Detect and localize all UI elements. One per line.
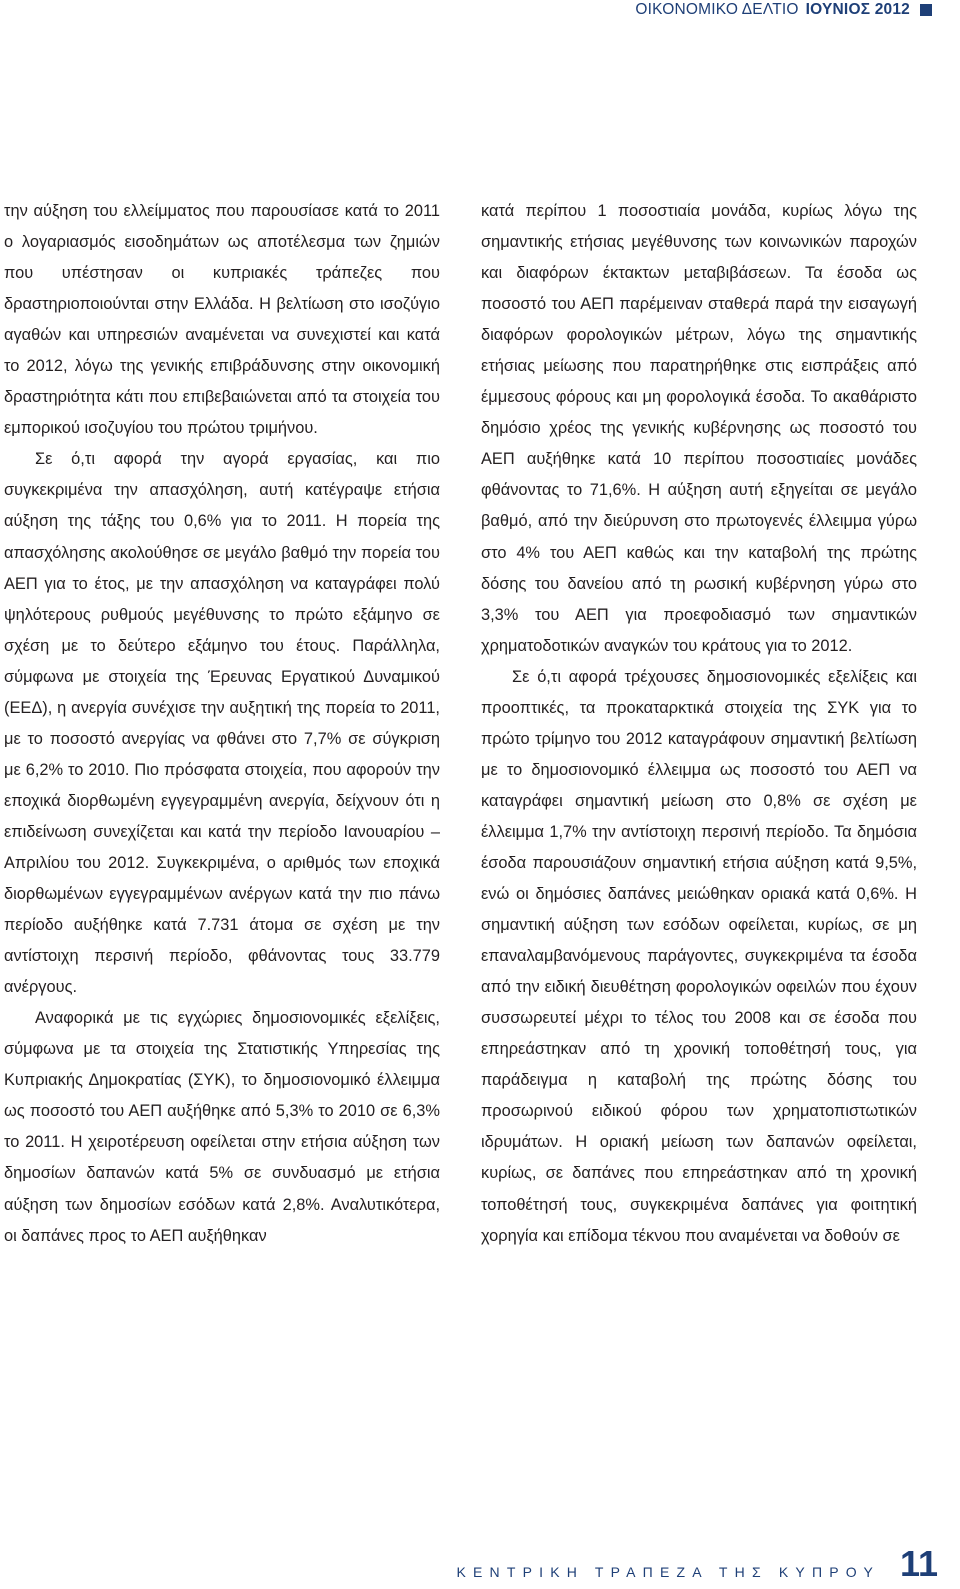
header-square-icon (920, 4, 932, 16)
footer-publisher: ΚΕΝΤΡΙΚΗ ΤΡΑΠΕΖΑ ΤΗΣ ΚΥΠΡΟΥ (456, 1564, 880, 1580)
right-column (481, 196, 917, 1252)
paragraph: Σε ό,τι αφορά την αγορά εργασίας, και πιο συγκεκριμένα την απασχόληση, αυτή κατέγραψε ετήσια αύξηση της τάξης του 0,6% για το 2011. Η πορεία της απασχόλησης ακολούθησε σε μεγάλο βαθμό την πορεία του ΑΕΠ για το έτος, με την απασχόληση να καταγράφει πολύ ψηλότερους ρυθμούς μεγέθυνσης το πρώτο εξάμηνο σε σχέση με το δεύτερο εξάμηνο του έτους. Παράλληλα, σύμφωνα με στοιχεία της Έρευνας Εργατικού Δυναμικού (ΕΕΔ), η ανεργία συνέχισε την αυξητική της πορεία το 2011, με το ποσοστό ανεργίας να φθάνει στο 7,7% σε σύγκριση με 6,2% το 2010. Πιο πρόσφατα στοιχεία, που αφορούν την εποχικά διορθωμένη εγγεγραμμένη ανεργία, δείχνουν ότι η επιδείνωση συνεχίζεται και κατά την περίοδο Ιανουαρίου – Απριλίου του 2012. Συγκεκριμένα, ο αριθμός των εποχικά διορθωμένων εγγεγραμμένων ανέργων κατά την πιο πάνω περίοδο αυξήθηκε κατά 7.731 άτομα σε σχέση με την αντίστοιχη περσινή περίοδο, φθάνοντας τους 33.779 ανέργους. (4, 450, 440, 997)
paragraph: Σε ό,τι αφορά τρέχουσες δημοσιονομικές εξελίξεις και προοπτικές, τα προκαταρκτικά στοιχεία της ΣΥΚ για το πρώτο τρίμηνο του 2012 καταγράφουν σημαντική βελτίωση με το δημοσιονομικό έλλειμμα ως ποσοστό του ΑΕΠ να καταγράφει σημαντική μείωση στο 0,8% σε σχέση με έλλειμμα 1,7% την αντίστοιχη περσινή περίοδο. Τα δημόσια έσοδα παρουσιάζουν σημαντική ετήσια αύξηση κατά 9,5%, ενώ οι δημόσιες δαπάνες μειώθηκαν οριακά κατά 0,6%. Η σημαντική αύξηση των εσόδων οφείλεται, κυρίως, σε μη επαναλαμβανόμενους παράγοντες, συγκεκριμένα τα έσοδα από την ειδική διευθέτηση φορολογικών οφειλών που έχουν συσσωρευτεί μέχρι το τέλος του 2008 και σε έσοδα που επηρεάστηκαν από τη χρονική τοποθέτησή τους, για παράδειγμα η καταβολή της πρώτης δόσης του προσωρινού ειδικού φόρου των χρηματοπιστωτικών ιδρυμάτων. Η οριακή μείωση των δαπανών οφείλεται, κυρίως, σε δαπάνες που επηρεάστηκαν από τη χρονική τοποθέτησή τους, συγκεκριμένα δαπάνες για φοιτητική χορηγία και επίδομα τέκνου που αναμένεται να δοθούν σε (481, 667, 917, 1245)
header-issue-date: ΙΟΥΝΙΟΣ 2012 (805, 1, 910, 18)
paragraph: την αύξηση του ελλείμματος που παρουσίασε κατά το 2011 ο λογαριασμός εισοδημάτων ως αποτέλεσμα των ζημιών που υπέστησαν οι κυπριακές τράπεζες που δραστηριοποιούνται στην Ελλάδα. Η βελτίωση στο ισοζύγιο αγαθών και υπηρεσιών αναμένεται να συνεχιστεί και κατά το 2012, λόγω της γενικής επιβράδυνσης στην οικονομική δραστηριότητα κάτι που επιβεβαιώνεται από τα στοιχεία του εμπορικού ισοζυγίου του πρώτου τριμήνου. (4, 202, 440, 438)
running-header (635, 0, 932, 20)
paragraph: Αναφορικά με τις εγχώριες δημοσιονομικές εξελίξεις, σύμφωνα με τα στοιχεία της Στατιστικής Υπηρεσίας της Κυπριακής Δημοκρατίας (ΣΥΚ), το δημοσιονομικό έλλειμμα ως ποσοστό του ΑΕΠ αυξήθηκε από 5,3% το 2010 σε 6,3% το 2011. Η χειροτέρευση οφείλεται στην ετήσια αύξηση των δημοσίων δαπανών κατά 5% σε συνδυασμό με ετήσια αύξηση των δημοσίων εσόδων κατά 2,8%. Αναλυτικότερα, οι δαπάνες προς το ΑΕΠ αυξήθηκαν (4, 1009, 440, 1245)
paragraph: κατά περίπου 1 ποσοστιαία μονάδα, κυρίως λόγω της σημαντικής ετήσιας μεγέθυνσης των κοινωνικών παροχών και διαφόρων έκτακτων μεταβιβάσεων. Τα έσοδα ως ποσοστό του ΑΕΠ παρέμειναν σταθερά παρά την εισαγωγή διαφόρων φορολογικών μέτρων, λόγω της σημαντικής ετήσιας μείωσης που παρατηρήθηκε στις εισπράξεις από έμμεσους φόρους και μη φορολογικά έσοδα. Το ακαθάριστο δημόσιο χρέος της γενικής κυβέρνησης ως ποσοστό του ΑΕΠ αυξήθηκε κατά 10 περίπου ποσοστιαίες μονάδες φθάνοντας το 71,6%. Η αύξηση αυτή εξηγείται σε μεγάλο βαθμό, από την διεύρυνση στο πρωτογενές έλλειμμα γύρω στο 4% του ΑΕΠ καθώς και την καταβολή της πρώτης δόσης του δανείου από τη ρωσική κυβέρνηση γύρω στο 3,3% του ΑΕΠ για προεφοδιασμό των σημαντικών χρηματοδοτικών αναγκών του κράτους για το 2012. (481, 202, 917, 655)
page-number: 11 (899, 1543, 938, 1584)
header-title: ΟΙΚΟΝΟΜΙΚΟ ΔΕΛΤΙΟ (635, 1, 799, 18)
left-column (4, 196, 440, 1252)
